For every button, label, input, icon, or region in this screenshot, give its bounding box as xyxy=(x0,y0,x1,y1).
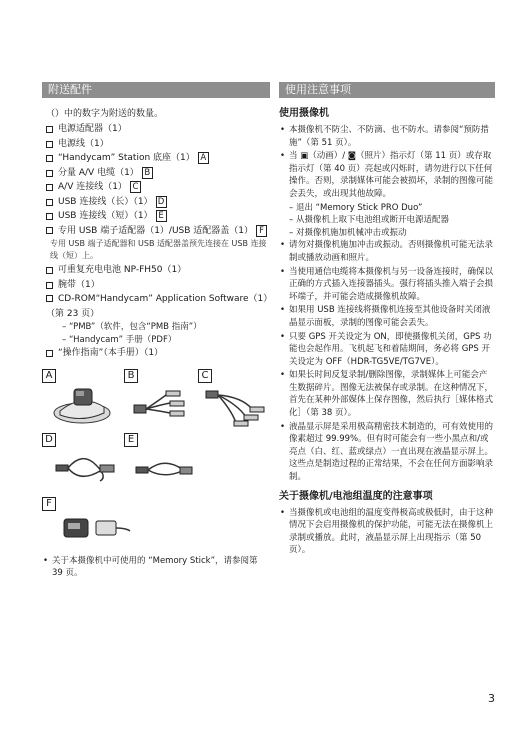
cdrom-sub-item: – “PMB”（软件，包含“PMB 指南”） xyxy=(62,322,202,332)
precaution-bullet: • 本摄像机不防尘、不防滴、也不防水。请参阅“预防措施”（第 51 页）。 xyxy=(279,124,495,149)
figure-ref-label: E xyxy=(156,210,167,222)
figure-ref-label: F xyxy=(256,225,267,237)
accessory-item xyxy=(42,137,270,152)
using-camcorder-heading: 使用摄像机 xyxy=(279,108,329,119)
figure-label-e: E xyxy=(124,433,138,447)
precaution-bullet: • 液晶显示屏是采用极高精密技术制造的，可有效使用的像素超过 99.99%。但有时可能会有一些小黑点和/或亮点（白、红、蓝或绿点）一直出现在液晶显示屏上。这些点是制造过程的正常结果，不会在任何方面影响录制。 xyxy=(279,421,495,484)
accessory-item-label: USB 连接线（长）（1） xyxy=(58,196,153,207)
precaution-bullet: • 当摄像机或电池组的温度变得极高或极低时，由于这种情况下会启用摄像机的保护功能，可能无法在摄像机上录制或播放。此时，液晶显示屏上出现指示（第 50 页）。 xyxy=(279,507,495,557)
adapter-note: 专用 USB 端子适配器和 USB 适配器盖预先连接在 USB 连接线（短）上。 xyxy=(50,239,267,260)
precaution-list-1 xyxy=(279,124,495,201)
accessory-item xyxy=(42,209,270,224)
av-cable-icon xyxy=(202,383,270,427)
accessories-header: 附送配件 xyxy=(42,82,270,98)
figure-ref-label: A xyxy=(198,152,209,164)
prohibited-action: – 退出 “Memory Stick PRO Duo” xyxy=(289,202,423,213)
accessories-intro: （）中的数字为附送的数量。 xyxy=(46,109,164,119)
usb-adapter-icon xyxy=(58,511,138,545)
checkbox-icon xyxy=(46,170,53,177)
checkbox-icon xyxy=(46,199,53,206)
figure-label-f: F xyxy=(42,497,56,511)
accessory-item-label: A/V 连接线（1） xyxy=(58,182,127,192)
figure-label-c: C xyxy=(198,369,212,383)
accessory-item-adapter: 专用 USB 端子适配器（1）/USB 适配器盖（1） F xyxy=(42,224,270,239)
precaution-bullet: • 如果长时间反复录制/删除图像，录制媒体上可能会产生数据碎片。图像无法被保存或录制。在这种情况下，首先在某种外部媒体上保存图像，然后执行［媒体格式化］（第 38 页）。 xyxy=(279,369,495,419)
accessory-item-label: 可重复充电电池 NP-FH50（1） xyxy=(58,265,187,275)
precautions-column xyxy=(279,82,495,558)
accessory-item-label: 腕带（1） xyxy=(58,279,100,290)
figure-label-a: A xyxy=(42,369,56,383)
figure-label-b: B xyxy=(124,369,138,383)
checkbox-icon xyxy=(46,126,53,133)
accessory-item-label: 电源适配器（1） xyxy=(58,124,127,134)
accessory-item xyxy=(42,151,270,166)
precautions-header: 使用注意事项 xyxy=(279,82,495,98)
prohibited-action: – 从摄像机上取下电池组或断开电源适配器 xyxy=(289,215,449,226)
precaution-bullet: • 当 ▣（动画）/ ◙（照片）指示灯（第 11 页）或存取指示灯（第 40 页）亮起或闪烁时，请勿进行以下任何操作。否则，录制媒体可能会被损坏，录制的图像可能会丢失，或出现其他故障。 xyxy=(279,150,495,200)
accessory-list xyxy=(42,122,270,224)
accessory-item xyxy=(42,263,270,278)
accessory-item xyxy=(42,122,270,137)
accessory-item xyxy=(42,195,270,210)
accessory-item-label: “Handycam” Station 底座（1） xyxy=(58,153,195,163)
precaution-bullet: • 请勿对摄像机施加冲击或振动。否则摄像机可能无法录制或播放动画和照片。 xyxy=(279,239,495,264)
accessory-item-label: 电源线（1） xyxy=(58,138,109,149)
checkbox-icon xyxy=(46,350,53,357)
handycam-station-icon xyxy=(50,383,116,427)
page-number: 3 xyxy=(488,692,495,705)
figure-label-d: D xyxy=(42,433,56,447)
accessory-item xyxy=(42,180,270,195)
prohibited-action: – 对摄像机施加机械冲击或振动 xyxy=(289,227,407,238)
figure-ref-label: B xyxy=(142,167,153,179)
checkbox-icon xyxy=(46,227,53,234)
precaution-bullet: • 当使用通信电缆将本摄像机与另一设备连接时，确保以正确的方式插入连接器插头。强行将插头推入端子会损坏端子，并可能会造成摄像机故障。 xyxy=(279,266,495,304)
accessory-item xyxy=(42,278,270,293)
checkbox-icon xyxy=(46,141,53,148)
accessory-item-cdrom: CD-ROM“Handycam” Application Software（1）（第 23 页） xyxy=(46,294,268,319)
checkbox-icon xyxy=(46,282,53,289)
accessory-item-manual: “操作指南”（本手册）（1） xyxy=(42,346,270,361)
precaution-list-3 xyxy=(279,507,495,557)
component-av-cable-icon xyxy=(130,383,192,427)
checkbox-icon xyxy=(46,295,53,302)
accessories-figure xyxy=(42,369,270,557)
checkbox-icon xyxy=(46,184,53,191)
precaution-list-2 xyxy=(279,239,495,483)
checkbox-icon xyxy=(46,155,53,162)
precaution-bullet: • 只要 GPS 开关设定为 ON，即使摄像机关闭，GPS 功能也会起作用。飞机起飞和着陆期间，务必将 GPS 开关设定为 OFF（HDR-TG5VE/TG7VE）。 xyxy=(279,331,495,369)
usb-cable-short-icon xyxy=(132,447,198,491)
memory-stick-note: • 关于本摄像机中可使用的 “Memory Stick”，请参阅第 39 页。 xyxy=(42,555,270,580)
precaution-bullet: • 如果用 USB 连接线将摄像机连接至其他设备时关闭液晶显示面板，录制的图像可能会丢失。 xyxy=(279,304,495,329)
temperature-heading: 关于摄像机/电池组温度的注意事项 xyxy=(279,490,433,502)
figure-ref-label: C xyxy=(130,181,141,193)
prohibited-actions-list xyxy=(279,202,495,240)
cdrom-sub-item: – “Handycam” 手册（PDF） xyxy=(62,334,177,345)
figure-ref-label: D xyxy=(156,196,167,208)
checkbox-icon xyxy=(46,267,53,274)
usb-cable-long-icon xyxy=(52,447,120,491)
accessory-list-2 xyxy=(42,263,270,292)
accessory-item-label: 分量 A/V 电缆（1） xyxy=(58,167,139,178)
accessory-item xyxy=(42,166,270,181)
accessories-column xyxy=(42,82,270,581)
checkbox-icon xyxy=(46,213,53,220)
accessory-item-label: USB 连接线（短）（1） xyxy=(58,211,153,221)
